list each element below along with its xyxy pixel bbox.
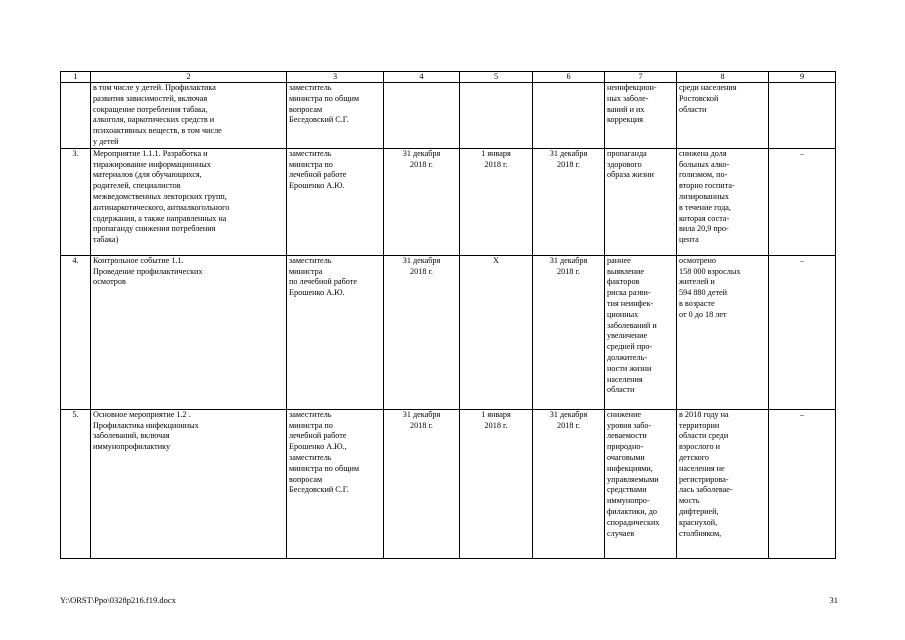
header-cell: 8: [677, 72, 769, 83]
table-row: [61, 255, 836, 409]
header-cell: 7: [605, 72, 677, 83]
header-cell: 2: [91, 72, 287, 83]
header-cell: 1: [61, 72, 91, 83]
header-cell: 4: [384, 72, 460, 83]
plan-table: [60, 71, 836, 559]
planned-date: [384, 83, 460, 149]
start-date: Х: [460, 255, 533, 409]
responsible-person: заместитель министра по лечебной работе Ерошенко А.Ю.: [287, 255, 384, 409]
planned-date: 31 декабря 2018 г.: [384, 255, 460, 409]
start-date: 1 января 2018 г.: [460, 148, 533, 255]
note: –: [769, 148, 836, 255]
table-row: [61, 148, 836, 255]
end-date: [533, 83, 605, 149]
activity-name: Основное мероприятие 1.2 . Профилактика инфекционных заболеваний, включая иммунопрофилактику: [91, 409, 287, 558]
expected-effect: раннее выявление факторов риска разви- тия неинфек- ционных заболеваний и увеличение средней про- должитель- ности жизни населения области: [605, 255, 677, 409]
end-date: 31 декабря 2018 г.: [533, 148, 605, 255]
row-number: [61, 83, 91, 149]
actual-result: в 2018 году на территории области среди взрослого и детского населения не регистрирова- лась заболевае- мость дифтерией, краснухой, столбняком,: [677, 409, 769, 558]
note: –: [769, 255, 836, 409]
responsible-person: заместитель министра по лечебной работе Ерошенко А.Ю.: [287, 148, 384, 255]
end-date: 31 декабря 2018 г.: [533, 255, 605, 409]
actual-result: осмотрено 158 000 взрослых жителей и 594 880 детей в возрасте от 0 до 18 лет: [677, 255, 769, 409]
responsible-person: заместитель министра по лечебной работе Ерошенко А.Ю., заместитель министра по общим вопросам Беседовский С.Г.: [287, 409, 384, 558]
note: –: [769, 409, 836, 558]
file-path: Y:\ORST\Ppo\0328p216.f19.docx: [60, 595, 176, 605]
end-date: 31 декабря 2018 г.: [533, 409, 605, 558]
actual-result: среди населения Ростовской области: [677, 83, 769, 149]
table-row: [61, 83, 836, 149]
row-number: 4.: [61, 255, 91, 409]
activity-name: Контрольное событие 1.1. Проведение профилактических осмотров: [91, 255, 287, 409]
header-row: [61, 72, 836, 83]
planned-date: 31 декабря 2018 г.: [384, 409, 460, 558]
responsible-person: заместитель министра по общим вопросам Беседовский С.Г.: [287, 83, 384, 149]
header-cell: 5: [460, 72, 533, 83]
activity-name: Мероприятие 1.1.1. Разработка и тиражирование информационных материалов (для обучающихся, родителей, специалистов межведомственных лекторских групп, антинаркотического, антиалкогольного содержания, а также направленных на пропаганду снижения потребления табака): [91, 148, 287, 255]
planned-date: 31 декабря 2018 г.: [384, 148, 460, 255]
activity-name: в том числе у детей. Профилактика развития зависимостей, включая сокращение потребления табака, алкоголя, наркотических средств и психоактивных веществ, в том числе у детей: [91, 83, 287, 149]
note: [769, 83, 836, 149]
header-cell: 6: [533, 72, 605, 83]
row-number: 5.: [61, 409, 91, 558]
page-number: 31: [829, 595, 838, 605]
start-date: [460, 83, 533, 149]
expected-effect: снижение уровня забо- леваемости природно- очаговыми инфекциями, управляемыми средствами иммунопро- филактики, до спорадических случаев: [605, 409, 677, 558]
expected-effect: пропаганда здорового образа жизни: [605, 148, 677, 255]
header-cell: 3: [287, 72, 384, 83]
expected-effect: неинфекцион- ных заболе- ваний и их коррекция: [605, 83, 677, 149]
row-number: 3.: [61, 148, 91, 255]
actual-result: снижена доля больных алко- голизмом, по- вторно госпита- лизированных в течение года, которая соста- вила 20,9 про- цента: [677, 148, 769, 255]
table-row: [61, 409, 836, 558]
start-date: 1 января 2018 г.: [460, 409, 533, 558]
header-cell: 9: [769, 72, 836, 83]
